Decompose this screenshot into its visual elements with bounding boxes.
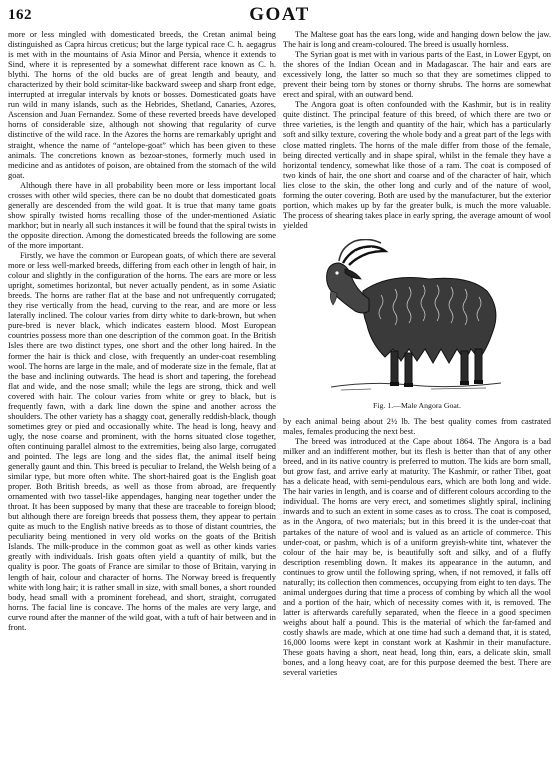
page-number: 162 xyxy=(8,7,32,23)
right-column xyxy=(283,30,551,754)
running-head-title: GOAT xyxy=(249,4,310,25)
paragraph: Firstly, we have the common or European goats, of which there are several more or less well-marked breeds, differing from each other in length of hair, in colour and slightly in the configuration of the horns. The ears are more or less upright, sometimes horizontal, but never actually pendent, as in some Asiatic breeds. The horns are rather flat at the base and not unfrequently corrugated; they rise vertically from the head, curving to the rear, and are more or less laterally inclined. The colour varies from dirty white to dark-brown, but when pure-bred is never black, which indicates eastern blood. Most European countries possess more than one description of the common goat. In the British Isles there are two distinct types, one short and the other long haired. In the former the hair is thick and close, with frequently an under-coat resembling wool. The horns are large in the male, and of moderate size in the female, flat at the base and inclining outwards. The head is short and tapering, the forehead flat and wide, and the nose small; while the legs are strong, thick and well covered with hair. The colour varies from white or grey to black, but is frequently fawn, with a dark line down the spine and another across the shoulders. The other variety has a shaggy coat, generally reddish-black, though sometimes grey or pied and occasionally white. The head is long, heavy and ugly, the nose coarse and prominent, with the horns situated close together, often continuing parallel almost to the extremities, being also large, corrugated and pointed. The legs are long and the sides flat, the animal itself being generally gaunt and thin. This breed is peculiar to Ireland, the Welsh being of a similar type, but more often white. The short-haired goat is the English goat proper. Both British breeds, as well as those from abroad, are frequently ornamented with two tassel-like appendages, hanging near together under the throat. It has been supposed by many that these are traceable to foreign blood; but although there are foreign breeds that possess them, they appear to pertain quite as much to the English native breeds as to those of distant countries, the peculiarity being mentioned in very old works on the goats of the British Islands. The milk-produce in the common goat as well as other kinds varies greatly with individuals. Irish goats often yield a quantity of milk, but the quality is poor. The goats of France are similar to those of Britain, varying in length of hair, colour and character of horns. The Norway breed is frequently white with long hair; it is rather small in size, with small bones, a short rounded body, head small with a prominent forehead, and short, straight, corrugated horns. The facial line is concave. The horns of the males are very large, and curve round after the manner of the wild goat, with a tuft of hair between and in front. xyxy=(8,251,276,632)
paragraph: The Angora goat is often confounded with the Kashmir, but is in reality quite distinct. The principal feature of this breed, of which there are two or three varieties, is the length and quantity of the hair, which has a particularly soft and silky texture, covering the whole body and a great part of the legs with close matted ringlets. The horns of the male differ from those of the female, being directed vertically and in shape spiral, whilst in the female they have a horizontal tendency, somewhat like those of a ram. The coat is composed of two kinds of hair, the one short and coarse and of the character of hair, which lies close to the skin, the other long and curly and of the nature of wool, forming the outer covering. Both are used by the manufacturer, but the exterior portion, which makes up by far the greater bulk, is much the more valuable. The process of shearing takes place in early spring, the average amount of wool yielded xyxy=(283,100,551,230)
paragraph: more or less mingled with domesticated breeds, the Cretan animal being distinguished as Capra hircus creticus; but the large typical race C. h. aegagrus is met with in the mountains of Asia Minor and Persia, whence it extends to Sind, where it is represented by a somewhat different race known as C. h. blythi. The horns of the old bucks are of great length and beauty, and characterized by their bold scimitar-like backward sweep and sharp front edge, interrupted at irregular intervals by knots or bosses. Domesticated goats have run wild in many islands, such as the Hebrides, Shetland, Canaries, Azores, Ascension and Juan Fernandez. Some of these reverted breeds have developed horns of considerable size, although not showing that regularity of curve distinctive of the wild race. In the Azores the horns are remarkably upright and straight, whence the name of “antelope-goat” which has been given to these animals. The concretions known as bezoar-stones, formerly much used in medicine and as antidotes of poison, are obtained from the stomach of the wild goat. xyxy=(8,30,276,180)
paragraph: The Syrian goat is met with in various parts of the East, in Lower Egypt, on the shores of the Indian Ocean and in Madagascar. The hair and ears are excessively long, the latter so much so that they are sometimes clipped to prevent their being torn by stones or thorny shrubs. The horns are somewhat erect and spiral, with an outward bend. xyxy=(283,50,551,100)
left-column xyxy=(8,30,276,754)
figure-angora-goat xyxy=(283,239,551,411)
paragraph: by each animal being about 2½ lb. The best quality comes from castrated males, females producing the next best. xyxy=(283,416,551,437)
figure-caption: Fig. 1.—Male Angora Goat. xyxy=(373,400,461,410)
paragraph: The breed was introduced at the Cape about 1864. The Angora is a bad milker and an indifferent mother, but its flesh is better than that of any other breed, and in its native country is preferred to mutton. The kids are born small, but grow fast, and arrive early at maturity. The Kashmir, or rather Tibet, goat has a delicate head, with semi-pendulous ears, which are both long and wide. The hair varies in length, and is coarse and of different colours according to the individual. The horns are very erect, and sometimes slightly spiral, inclining inwards and to such an extent in some cases as to cross. The coat is composed, as in the Angora, of two materials; but in this breed it is the under-coat that partakes of the nature of wool and is valued as an article of commerce. This under-coat, or pashm, which is of a uniform greyish-white tint, whatever the colour of the hair may be, is beautifully soft and silky, and of a fluffy description resembling down. It makes its appearance in the autumn, and continues to grow until the following spring, when, if not removed, it falls off naturally; its collection then commences, occupying from eight to ten days. The animal undergoes during that time a process of combing by which all the wool and a portion of the hair, which of necessity comes with it, is removed. The latter is afterwards carefully separated, when the fleece in a good specimen weighs about half a pound. This is the material of which the far-famed and costly shawls are made, which at one time had such a demand that, it is stated, 16,000 looms were kept in constant work at Kashmir in their manufacture. These goats having a short, neat head, long thin, ears, a delicate skin, small bones, and a long heavy coat, are for this purpose deemed the best. There are several varieties xyxy=(283,437,551,678)
paragraph: Although there have in all probability been more or less important local crosses with other wild species, there can be no doubt that domesticated goats generally are descended from the wild goat. It is true that many tame goats show spirally twisted horns recalling those of the under-mentioned Asiatic markhor; but in nearly all such instances it will be found that the spiral twists in the opposite direction. Among the domesticated breeds the following are some of the more important. xyxy=(8,180,276,250)
paragraph: The Maltese goat has the ears long, wide and hanging down below the jaw. The hair is long and cream-coloured. The breed is usually hornless. xyxy=(283,30,551,50)
angora-goat-illustration xyxy=(311,239,523,397)
